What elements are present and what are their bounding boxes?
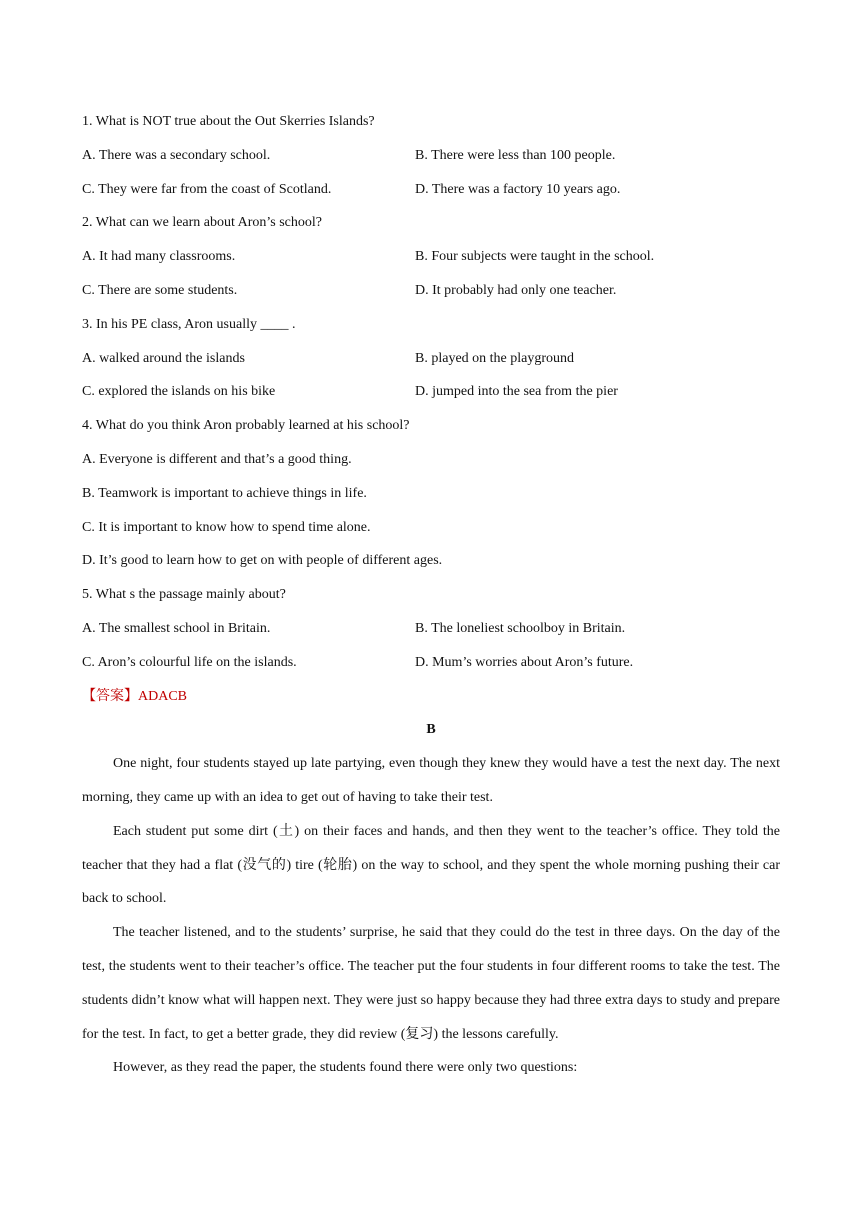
question-5-options-row-2 bbox=[82, 646, 780, 680]
section-title: B bbox=[426, 722, 436, 738]
question-1-option-c: C. They were far from the coast of Scotland. bbox=[82, 181, 332, 197]
question-5-stem: 5. What s the passage mainly about? bbox=[82, 587, 286, 603]
question-3-options-row-2 bbox=[82, 375, 780, 409]
question-3-option-a: A. walked around the islands bbox=[82, 350, 245, 366]
question-4-stem: 4. What do you think Aron probably learned at his school? bbox=[82, 418, 410, 434]
question-2-options-row-2 bbox=[82, 274, 780, 308]
question-2-option-d: D. It probably had only one teacher. bbox=[415, 282, 617, 298]
question-5-options-row-1 bbox=[82, 612, 780, 646]
question-2-option-c: C. There are some students. bbox=[82, 282, 238, 298]
question-4-option-b: B. Teamwork is important to achieve things in life. bbox=[82, 485, 367, 501]
question-1-option-d: D. There was a factory 10 years ago. bbox=[415, 181, 621, 197]
question-1-options-row-1 bbox=[82, 139, 780, 173]
question-5-option-b: B. The loneliest schoolboy in Britain. bbox=[415, 620, 626, 636]
document-page bbox=[82, 105, 780, 1085]
question-3-option-b: B. played on the playground bbox=[415, 350, 575, 366]
question-2-option-a: A. It had many classrooms. bbox=[82, 249, 236, 265]
question-5-option-c: C. Aron’s colourful life on the islands. bbox=[82, 654, 297, 670]
question-4-option-c: C. It is important to know how to spend time alone. bbox=[82, 519, 371, 535]
question-5-option-d: D. Mum’s worries about Aron’s future. bbox=[415, 654, 634, 670]
question-1-stem: 1. What is NOT true about the Out Skerries Islands? bbox=[82, 114, 375, 129]
question-4-option-a: A. Everyone is different and that’s a good thing. bbox=[82, 451, 352, 467]
answer-key: 【答案】ADACB bbox=[82, 688, 188, 704]
question-1-option-a: A. There was a secondary school. bbox=[82, 147, 271, 163]
question-2-option-b: B. Four subjects were taught in the school. bbox=[415, 249, 655, 265]
passage-paragraph-2: Each student put some dirt (土) on their faces and hands, and then they went to the teacher’s office. They told the teacher that they had a flat (没气的) tire (轮胎) on the way to school, and they spent the whole morning pushing their car back to school. bbox=[82, 823, 780, 907]
question-3-option-c: C. explored the islands on his bike bbox=[82, 384, 276, 400]
passage-paragraph-1: One night, four students stayed up late partying, even though they knew they would have a test the next day. The next morning, they came up with an idea to get out of having to take their test. bbox=[82, 756, 780, 805]
passage-paragraph-4: However, as they read the paper, the students found there were only two questions: bbox=[113, 1060, 578, 1076]
question-4-option-d: D. It’s good to learn how to get on with people of different ages. bbox=[82, 553, 443, 569]
question-1-options-row-2 bbox=[82, 173, 780, 207]
question-3-option-d: D. jumped into the sea from the pier bbox=[415, 384, 618, 400]
question-3-stem: 3. In his PE class, Aron usually ____ . bbox=[82, 316, 296, 332]
question-2-options-row-1 bbox=[82, 240, 780, 274]
question-3-options-row-1 bbox=[82, 342, 780, 376]
question-5-option-a: A. The smallest school in Britain. bbox=[82, 620, 271, 636]
passage-paragraph-3: The teacher listened, and to the students’ surprise, he said that they could do the test in three days. On the day of the test, the students went to their teacher’s office. The teacher put the four students in four different rooms to take the test. The students didn’t know what will happen next. They were just so happy because they had three extra days to study and prepare for the test. In fact, to get a better grade, they did review (复习) the lessons carefully. bbox=[82, 925, 780, 1042]
question-2-stem: 2. What can we learn about Aron’s school? bbox=[82, 215, 323, 231]
question-1-option-b: B. There were less than 100 people. bbox=[415, 147, 616, 163]
